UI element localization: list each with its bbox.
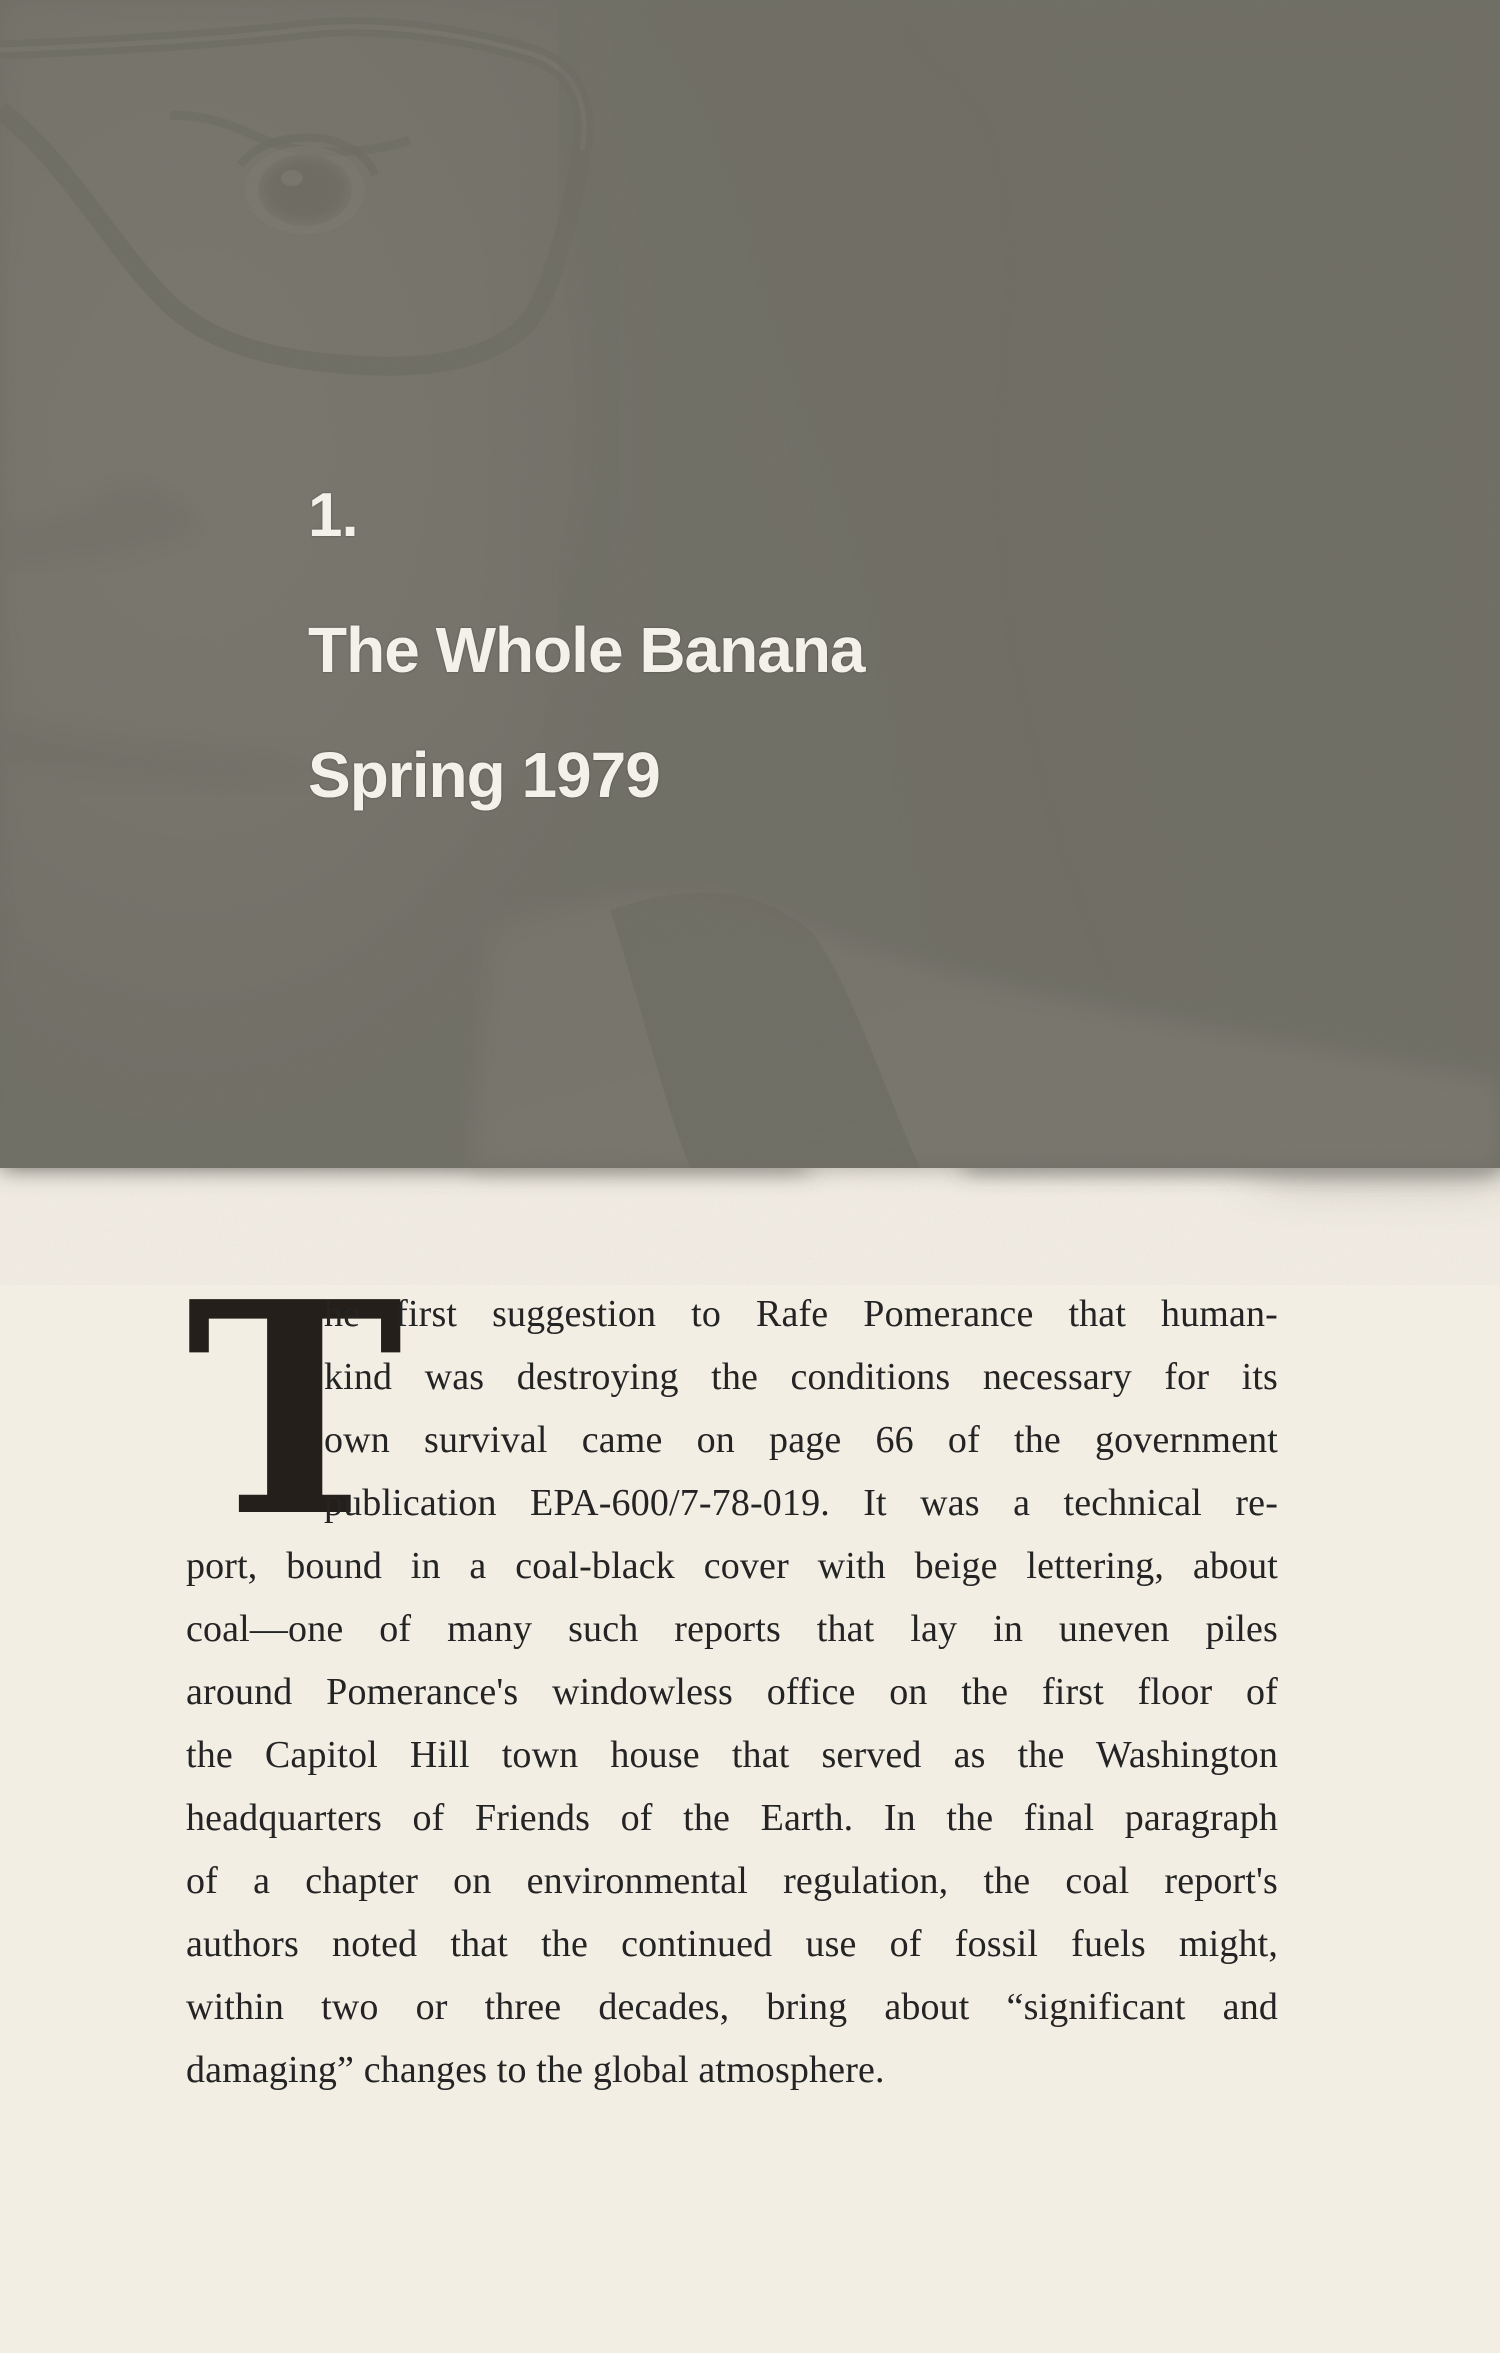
chapter-title: The Whole Banana xyxy=(308,614,865,686)
chapter-date: Spring 1979 xyxy=(308,739,660,811)
text-line-11: authors noted that the continued use of fossil fuels might, xyxy=(186,1923,1278,1965)
text-line-5: port, bound in a coal-black cover with beige lettering, about xyxy=(186,1545,1278,1587)
chapter-header-photo xyxy=(0,0,1500,1168)
text-line-8: the Capitol Hill town house that served as the Washington xyxy=(186,1734,1278,1776)
text-line-12: within two or three decades, bring about “significant and xyxy=(186,1986,1278,2028)
text-line-13: damaging” changes to the global atmosphere. xyxy=(186,2049,885,2091)
text-line-7: around Pomerance's windowless office on the first floor of xyxy=(186,1671,1278,1713)
text-line-4: publication EPA-600/7-78-019. It was a technical re- xyxy=(324,1482,1278,1524)
text-line-1: he first suggestion to Rafe Pomerance that human- xyxy=(324,1293,1278,1335)
drop-cap: T xyxy=(186,1238,404,1581)
body-text xyxy=(186,1238,1278,2165)
text-line-9: headquarters of Friends of the Earth. In the final paragraph xyxy=(186,1797,1278,1839)
portrait-photo xyxy=(0,0,1500,1168)
text-line-2: kind was destroying the conditions necessary for its xyxy=(324,1356,1278,1398)
text-line-10: of a chapter on environmental regulation, the coal report's xyxy=(186,1860,1278,1902)
text-line-6: coal—one of many such reports that lay in uneven piles xyxy=(186,1608,1278,1650)
text-line-3: own survival came on page 66 of the government xyxy=(324,1419,1278,1461)
chapter-number: 1. xyxy=(308,481,358,550)
